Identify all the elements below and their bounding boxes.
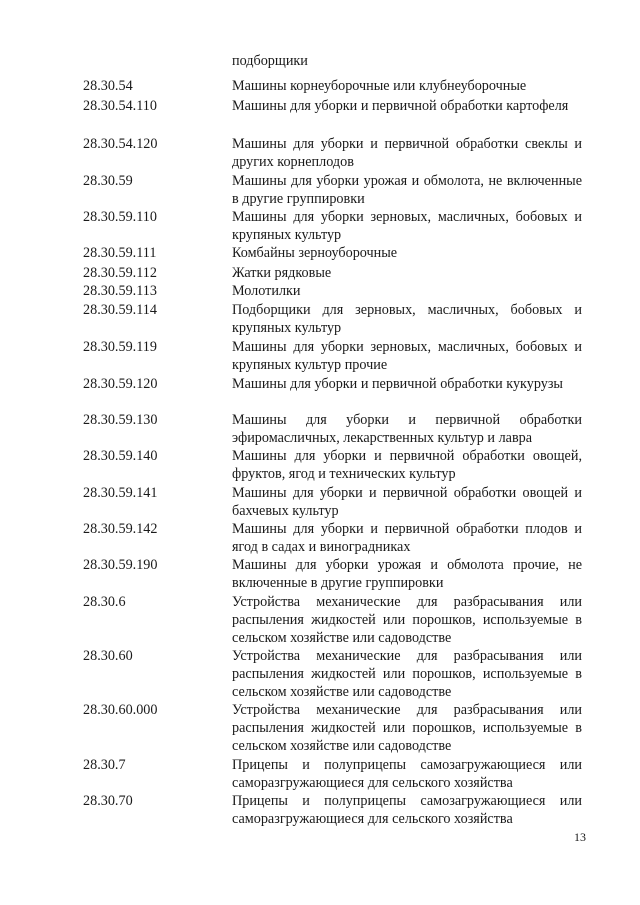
page-number: 13 [574,830,586,844]
row-description: Машины для уборки и первичной обработки картофеля [232,98,569,114]
row-description: Машины для уборки и первичной обработки кукурузы [232,376,563,392]
row-code: 28.30.59.110 [83,209,157,225]
row-description: Молотилки [232,283,301,299]
row-description: Жатки рядковые [232,265,332,281]
row-description: Устройства механические для разбрасывания или распыления жидкостей или порошков, используемые в сельском хозяйстве или садоводстве [232,594,582,646]
row-description: Машины для уборки зерновых, масличных, бобовых и крупяных культур прочие [232,339,582,373]
row-code: 28.30.59.114 [83,302,157,318]
row-description: Машины для уборки и первичной обработки плодов и ягод в садах и виноградниках [232,521,582,555]
row-code: 28.30.59.113 [83,283,157,299]
row-description: Устройства механические для разбрасывания или распыления жидкостей или порошков, используемые в сельском хозяйстве или садоводстве [232,648,582,700]
row-code: 28.30.59.112 [83,265,157,281]
row-description: Комбайны зерноуборочные [232,245,398,261]
row-description: Машины корнеуборочные или клубнеуборочные [232,78,527,94]
row-code: 28.30.59.141 [83,485,158,501]
row-description: Машины для уборки зерновых, масличных, бобовых и крупяных культур [232,209,582,243]
row-code: 28.30.59.120 [83,376,158,392]
row-code: 28.30.59.130 [83,412,158,428]
row-code: 28.30.7 [83,757,126,773]
row-description: Машины для уборки и первичной обработки эфиромасличных, лекарственных культур и лавра [232,412,582,446]
row-code: 28.30.59.119 [83,339,157,355]
row-code: 28.30.6 [83,594,126,610]
row-code: 28.30.59.190 [83,557,158,573]
row-description: Подборщики для зерновых, масличных, бобовых и крупяных культур [232,302,582,336]
row-code: 28.30.70 [83,793,133,809]
row-code: 28.30.59.111 [83,245,157,261]
row-code: 28.30.54.120 [83,136,158,152]
row-code: 28.30.59.140 [83,448,158,464]
row-code: 28.30.54.110 [83,98,157,114]
continuation-text: подборщики [232,53,308,69]
row-description: Прицепы и полуприцепы самозагружающиеся или саморазгружающиеся для сельского хозяйства [232,793,582,827]
row-description: Машины для уборки урожая и обмолота, не включенные в другие группировки [232,173,582,207]
row-description: Машины для уборки и первичной обработки овощей и бахчевых культур [232,485,582,519]
row-code: 28.30.59.142 [83,521,158,537]
row-description: Прицепы и полуприцепы самозагружающиеся или саморазгружающиеся для сельского хозяйства [232,757,582,791]
row-code: 28.30.60 [83,648,133,664]
row-description: Машины для уборки урожая и обмолота прочие, не включенные в другие группировки [232,557,582,591]
row-description: Машины для уборки и первичной обработки овощей, фруктов, ягод и технических культур [232,448,582,482]
row-description: Машины для уборки и первичной обработки свеклы и других корнеплодов [232,136,582,170]
row-code: 28.30.54 [83,78,133,94]
row-description: Устройства механические для разбрасывания или распыления жидкостей или порошков, используемые в сельском хозяйстве или садоводстве [232,702,582,754]
row-code: 28.30.59 [83,173,133,189]
row-code: 28.30.60.000 [83,702,158,718]
